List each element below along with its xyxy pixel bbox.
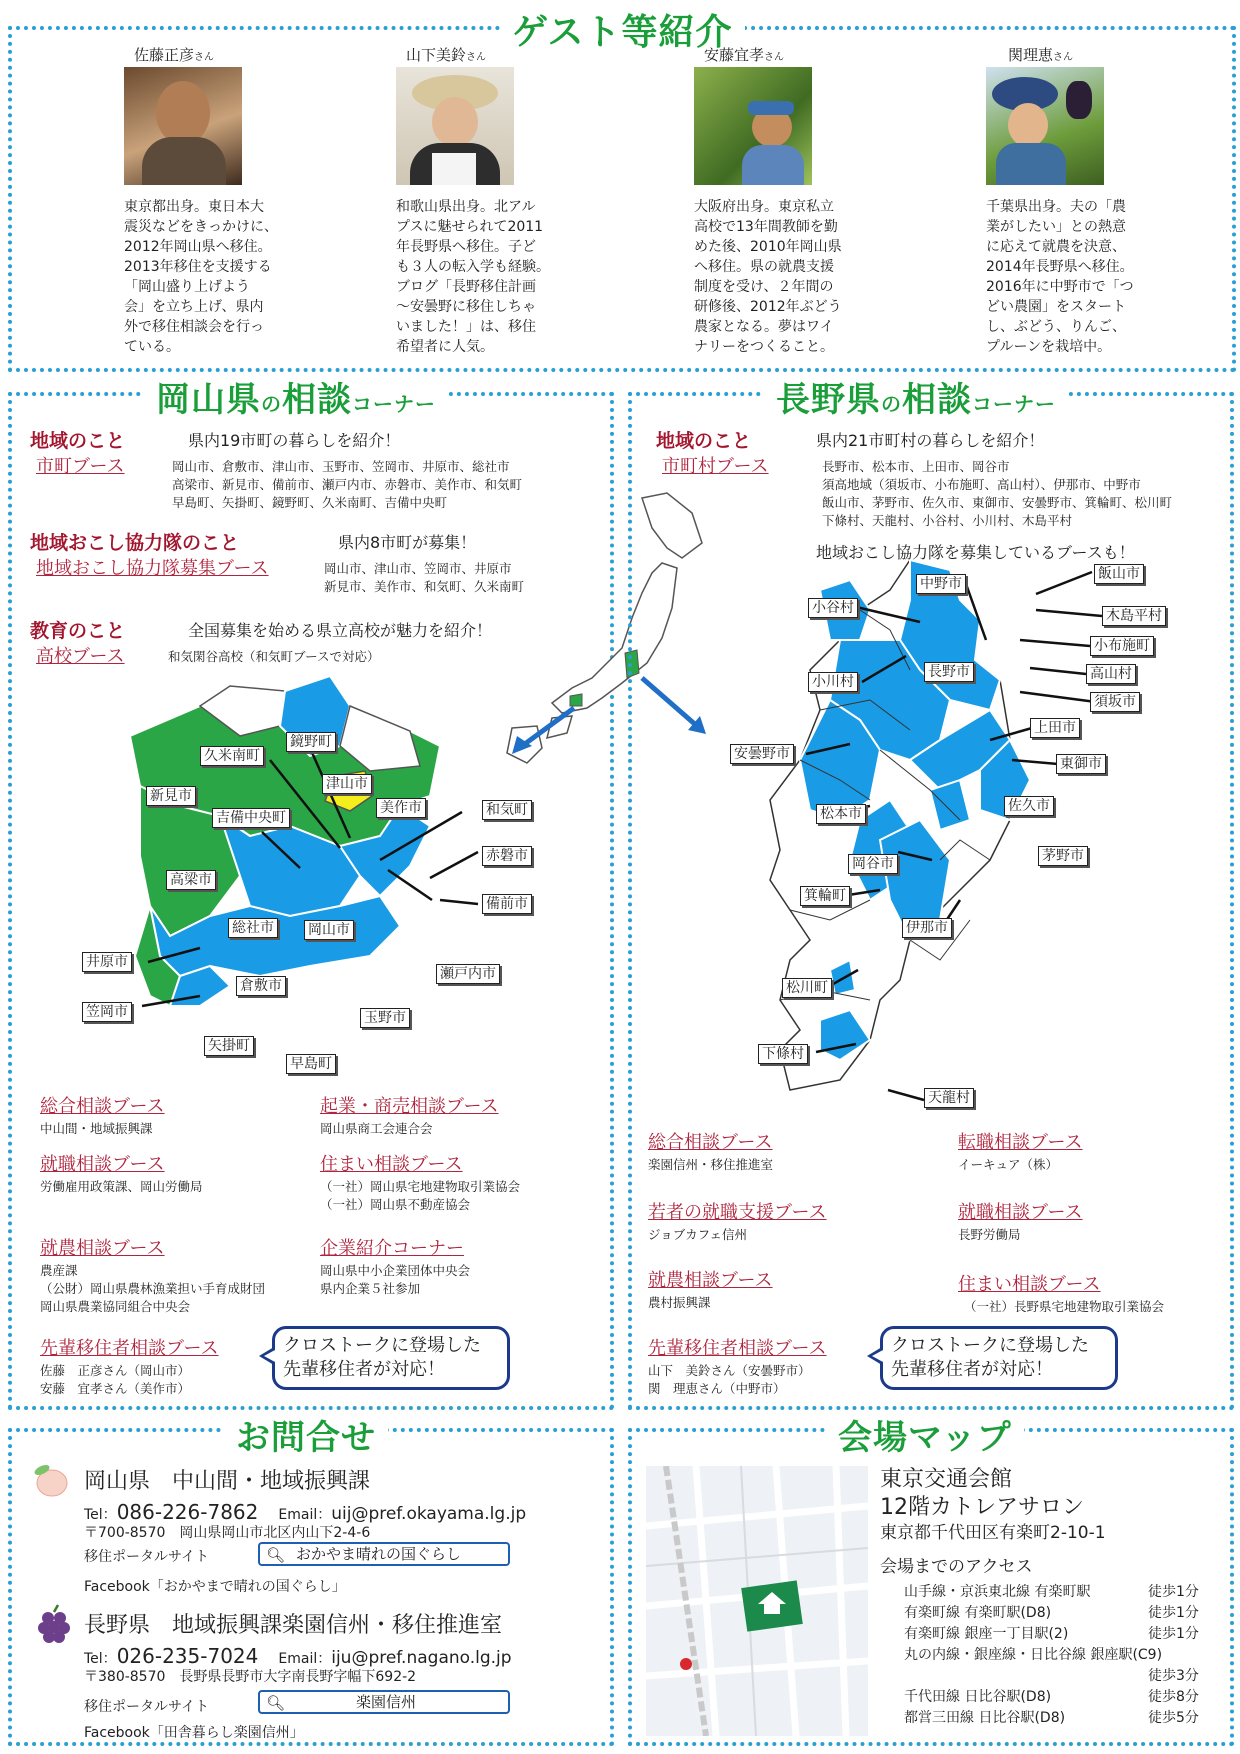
okayama-region-list: 岡山市、倉敷市、津山市、玉野市、笠岡市、井原市、総社市 高梁市、新見市、備前市、瀬戸内市、赤磐市、美作市、和気町 早島町、矢掛町、鏡野町、久米南町、吉備中央町 <box>172 459 523 510</box>
nagano-kyoryoku-lead: 地域おこし協力隊を募集しているブースも！ <box>816 543 1135 562</box>
map-label-tenryu: 天龍村 <box>924 1088 974 1108</box>
venue-map <box>646 1466 868 1736</box>
search-icon: 🔍︎ <box>266 1546 286 1564</box>
nagano-booth-tenshoku-detail: イーキュア（株） <box>958 1157 1059 1172</box>
okayama-contact-address: 〒700-8570 岡山県岡山市北区内山下2-4-6 <box>84 1525 371 1541</box>
okayama-booth-shuno-detail: 農産課 （公財）岡山県農林漁業担い手育成財団 岡山県農業協同組合中央会 <box>40 1263 266 1314</box>
venue-access-table <box>904 1582 1199 1729</box>
nagano-region-lead: 県内21市町村の暮らしを紹介！ <box>816 431 1045 450</box>
map-label-akaiwa: 赤磐市 <box>482 846 532 866</box>
map-label-tsuyama: 津山市 <box>322 774 372 794</box>
nagano-booth-tenshoku[interactable]: 転職相談ブース <box>958 1132 1083 1153</box>
okayama-contact-dept: 中山間・地域振興課 <box>172 1469 371 1494</box>
nagano-senpai-list: 山下 美鈴さん（安曇野市） 関 理恵さん（中野市） <box>648 1363 811 1396</box>
map-label-shimojo: 下條村 <box>758 1044 808 1064</box>
okayama-region-heading: 地域のこと <box>30 426 125 453</box>
nagano-region-booth[interactable]: 市町村ブース <box>662 456 769 477</box>
map-label-kumenan: 久米南町 <box>200 746 264 766</box>
guest-desc: 東京都出身。東日本大 震災などをきっかけに、 2012年岡山県へ移住。 2013年移住を支援する 「岡山盛り上げよう 会」を立ち上げ、県内 外で移住相談会を行っ ている。 <box>124 199 278 355</box>
map-label-takayama: 高山村 <box>1086 664 1136 684</box>
guest-desc: 大阪府出身。東京私立 高校で13年間教師を勤 めた後、2010年岡山県 へ移住。県の就農支援 制度を受け、２年間の 研修後、2012年ぶどう 農家となる。夢はワイ ナリーをつくること。 <box>694 199 842 355</box>
nagano-region-heading: 地域のこと <box>656 426 751 453</box>
guest-name: 関理恵 <box>1008 46 1054 64</box>
venue-title: 会場マップ <box>826 1410 1024 1459</box>
nagano-booth-sogo-detail: 楽園信州・移住推進室 <box>648 1157 774 1172</box>
grapes-icon <box>34 1604 74 1648</box>
nagano-booth-shuno-detail: 農村振興課 <box>648 1295 711 1310</box>
okayama-facebook: Facebook「おかやまで晴れの国ぐらし」 <box>84 1579 346 1595</box>
okayama-booth-kigyo-detail: 岡山県商工会連合会 <box>320 1121 433 1136</box>
map-label-chino: 茅野市 <box>1038 846 1088 866</box>
map-label-ibara: 井原市 <box>82 952 132 972</box>
guest-card: 佐藤正彦さん 東京都出身。東日本大 震災などをきっかけに、 2012年岡山県へ移住。 2013年移住を支援する 「岡山盛り上げよう 会」を立ち上げ、県内 外で移住相談会を行っ ている。 <box>124 44 324 357</box>
nagano-facebook: Facebook「田舎暮らし楽園信州」 <box>84 1725 304 1741</box>
nagano-booth-sogo[interactable]: 総合相談ブース <box>648 1132 773 1153</box>
okayama-portal-label: 移住ポータルサイト <box>84 1549 210 1565</box>
guest-name: 山下美鈴 <box>406 46 467 64</box>
contact-title: お問合せ <box>224 1410 388 1459</box>
map-label-tomi: 東御市 <box>1056 754 1106 774</box>
map-label-matsukawa: 松川町 <box>782 978 832 998</box>
nagano-portal-label: 移住ポータルサイト <box>84 1699 210 1715</box>
nagano-contact-email[interactable]: iju@pref.nagano.lg.jp <box>331 1648 512 1668</box>
guest-name: 佐藤正彦 <box>134 46 195 64</box>
map-label-matsumoto: 松本市 <box>816 804 866 824</box>
okayama-title: 岡山県の相談コーナー <box>144 372 448 421</box>
access-row: 徒歩3分 <box>1148 1668 1199 1684</box>
guest-desc: 和歌山県出身。北アル プスに魅せられて2011 年長野県へ移住。子ど も３人の転入学も経験。 ブログ「長野移住計画 ～安曇野に移住しちゃ いました！」は、移住 希望者に人気。 <box>396 199 550 355</box>
map-label-bizen: 備前市 <box>482 894 532 914</box>
okayama-kyoryoku-lead: 県内8市町が募集！ <box>338 533 477 552</box>
okayama-kyoryoku-heading: 地域おこし協力隊のこと <box>30 528 239 555</box>
map-label-suzaka: 須坂市 <box>1090 692 1140 712</box>
nagano-booth-sumai[interactable]: 住まい相談ブース <box>958 1274 1101 1295</box>
peach-icon <box>30 1462 70 1498</box>
map-label-wake: 和気町 <box>482 800 532 820</box>
nagano-booth-wakamono-detail: ジョブカフェ信州 <box>648 1227 748 1242</box>
nagano-title: 長野県の相談コーナー <box>764 372 1068 421</box>
map-label-takahashi: 高梁市 <box>166 870 216 890</box>
okayama-edu-heading: 教育のこと <box>30 616 125 643</box>
map-label-setouchi: 瀬戸内市 <box>436 964 500 984</box>
map-label-kijimadaira: 木島平村 <box>1102 606 1166 626</box>
okayama-region-lead: 県内19市町の暮らしを紹介！ <box>188 431 401 450</box>
okayama-kyoryoku-booth[interactable]: 地域おこし協力隊募集ブース <box>36 558 269 579</box>
nagano-booth-shushoku-detail: 長野労働局 <box>958 1227 1021 1242</box>
okayama-booth-sogo-detail: 中山間・地域振興課 <box>40 1121 153 1136</box>
nagano-booth-sumai-detail: （一社）長野県宅地建物取引業協会 <box>964 1299 1165 1314</box>
nagano-contact-address: 〒380-8570 長野県長野市大字南長野字幅下692-2 <box>84 1669 417 1685</box>
map-label-soja: 総社市 <box>228 918 278 938</box>
okayama-speech-bubble: クロストークに登場した 先輩移住者が対応！ <box>272 1326 510 1390</box>
okayama-kyoryoku-list: 岡山市、津山市、笠岡市、井原市 新見市、美作市、和気町、久米南町 <box>324 561 525 594</box>
map-label-tamano: 玉野市 <box>360 1008 410 1028</box>
okayama-region-booth[interactable]: 市町ブース <box>36 456 125 477</box>
nagano-portal-search[interactable]: 🔍︎ 楽園信州 <box>258 1690 510 1714</box>
okayama-edu-note: 和気閑谷高校（和気町ブースで対応） <box>168 649 380 664</box>
map-label-minowa: 箕輪町 <box>800 886 850 906</box>
access-row: 山手線・京浜東北線 有楽町駅 徒歩1分 <box>904 1584 1199 1600</box>
nagano-booth-wakamono[interactable]: 若者の就職支援ブース <box>648 1202 827 1223</box>
okayama-booth-shushoku[interactable]: 就職相談ブース <box>40 1154 165 1175</box>
access-row: 有楽町線 銀座一丁目駅(2) 徒歩1分 <box>904 1626 1199 1642</box>
access-row: 都営三田線 日比谷駅(D8) 徒歩5分 <box>904 1710 1199 1726</box>
map-label-iiyama: 飯山市 <box>1094 564 1144 584</box>
map-label-kasaoka: 笠岡市 <box>82 1002 132 1022</box>
map-label-yakage: 矢掛町 <box>204 1036 254 1056</box>
okayama-booth-senpai[interactable]: 先輩移住者相談ブース <box>40 1338 219 1359</box>
venue-name: 東京交通会館 <box>880 1467 1013 1492</box>
okayama-contact-email[interactable]: uij@pref.okayama.lg.jp <box>331 1504 527 1524</box>
map-label-azumino: 安曇野市 <box>730 744 794 764</box>
okayama-portal-search[interactable]: 🔍︎ おかやま晴れの国ぐらし <box>258 1542 510 1566</box>
nagano-speech-bubble: クロストークに登場した 先輩移住者が対応！ <box>880 1326 1118 1390</box>
guest-card: 関理恵さん 千葉県出身。夫の「農 業がしたい」との熱意 に応えて就農を決意、 2014年長野県へ移住。 2016年に中野市で「つ どい農園」をスタート し、ぶどう、りんご、 プルーンを栽培中。 <box>986 44 1186 357</box>
map-label-ina: 伊那市 <box>902 918 952 938</box>
guest-desc: 千葉県出身。夫の「農 業がしたい」との熱意 に応えて就農を決意、 2014年長野県へ移住。 2016年に中野市で「つ どい農園」をスタート し、ぶどう、りんご、 プルーンを栽培中。 <box>986 199 1134 355</box>
venue-address: 東京都千代田区有楽町2-10-1 <box>880 1523 1106 1543</box>
okayama-contact-tel: Tel：086-226-7862 Email：uij@pref.okayama.lg.jp <box>84 1500 527 1524</box>
okayama-booth-sogo[interactable]: 総合相談ブース <box>40 1096 165 1117</box>
map-label-nagano: 長野市 <box>924 662 974 682</box>
guests-title: ゲスト等紹介 <box>500 4 745 55</box>
access-row: 有楽町線 有楽町駅(D8) 徒歩1分 <box>904 1605 1199 1621</box>
map-label-kagamino: 鏡野町 <box>286 732 336 752</box>
access-row: 丸の内線・銀座線・日比谷線 銀座駅(C9) <box>904 1647 1163 1663</box>
map-label-mimasaka: 美作市 <box>376 798 426 818</box>
map-label-okaya: 岡谷市 <box>848 854 898 874</box>
map-label-kurashiki: 倉敷市 <box>236 976 286 996</box>
guest-name: 安藤宜孝 <box>704 46 765 64</box>
okayama-booth-kigyo-shokai-detail: 岡山県中小企業団体中央会 県内企業５社参加 <box>320 1263 471 1296</box>
okayama-edu-lead: 全国募集を始める県立高校が魅力を紹介！ <box>188 621 493 640</box>
map-label-saku: 佐久市 <box>1004 796 1054 816</box>
nagano-contact-tel: Tel：026-235-7024 Email：iju@pref.nagano.lg.jp <box>84 1644 512 1668</box>
search-icon: 🔍︎ <box>266 1694 286 1712</box>
venue-access-heading: 会場までのアクセス <box>880 1557 1033 1577</box>
map-label-ogawa: 小川村 <box>808 672 858 692</box>
map-label-obuse: 小布施町 <box>1090 636 1154 656</box>
nagano-contact-pref: 長野県 地域振興課楽園信州・移住推進室 <box>84 1613 503 1638</box>
nagano-contact-dept: 地域振興課楽園信州・移住推進室 <box>172 1613 503 1638</box>
okayama-booth-kigyo-shokai[interactable]: 企業紹介コーナー <box>320 1238 464 1259</box>
okayama-booth-sumai-detail: （一社）岡山県宅地建物取引業協会 （一社）岡山県不動産協会 <box>320 1179 521 1212</box>
map-label-ueda: 上田市 <box>1030 718 1080 738</box>
okayama-booth-shuno[interactable]: 就農相談ブース <box>40 1238 165 1259</box>
map-label-nakano: 中野市 <box>916 574 966 594</box>
nagano-region-list: 長野市、松本市、上田市、岡谷市 須高地域（須坂市、小布施町、高山村）、伊那市、中野市 飯山市、茅野市、佐久市、東御市、安曇野市、箕輪町、松川町 下條村、天龍村、小谷村、小川村、木島平村 <box>822 459 1173 528</box>
map-label-hayashima: 早島町 <box>286 1054 336 1074</box>
guest-card: 安藤宜孝さん 大阪府出身。東京私立 高校で13年間教師を勤 めた後、2010年岡山県 へ移住。県の就農支援 制度を受け、２年間の 研修後、2012年ぶどう 農家となる。夢はワイ ナリーをつくること。 <box>694 44 894 357</box>
okayama-edu-booth[interactable]: 高校ブース <box>36 646 125 667</box>
venue-room: 12階カトレアサロン <box>880 1495 1084 1520</box>
okayama-senpai-list: 佐藤 正彦さん（岡山市） 安藤 宜孝さん（美作市） <box>40 1363 191 1396</box>
okayama-booth-kigyo[interactable]: 起業・商売相談ブース <box>320 1096 499 1117</box>
map-label-kibichuo: 吉備中央町 <box>212 808 290 828</box>
okayama-booth-shushoku-detail: 労働雇用政策課、岡山労働局 <box>40 1179 203 1194</box>
map-label-okayama: 岡山市 <box>304 920 354 940</box>
nagano-booth-shuno[interactable]: 就農相談ブース <box>648 1270 773 1291</box>
access-row: 千代田線 日比谷駅(D8) 徒歩8分 <box>904 1689 1199 1705</box>
guest-card: 山下美鈴さん 和歌山県出身。北アル プスに魅せられて2011 年長野県へ移住。子ど も３人の転入学も経験。 ブログ「長野移住計画 ～安曇野に移住しちゃ いました！」は、移住 希望者に人気。 <box>396 44 596 357</box>
nagano-booth-shushoku[interactable]: 就職相談ブース <box>958 1202 1083 1223</box>
okayama-contact-pref: 岡山県 中山間・地域振興課 <box>84 1469 371 1494</box>
map-label-niimi: 新見市 <box>146 786 196 806</box>
map-label-otari: 小谷村 <box>808 598 858 618</box>
okayama-booth-sumai[interactable]: 住まい相談ブース <box>320 1154 463 1175</box>
nagano-booth-senpai[interactable]: 先輩移住者相談ブース <box>648 1338 827 1359</box>
